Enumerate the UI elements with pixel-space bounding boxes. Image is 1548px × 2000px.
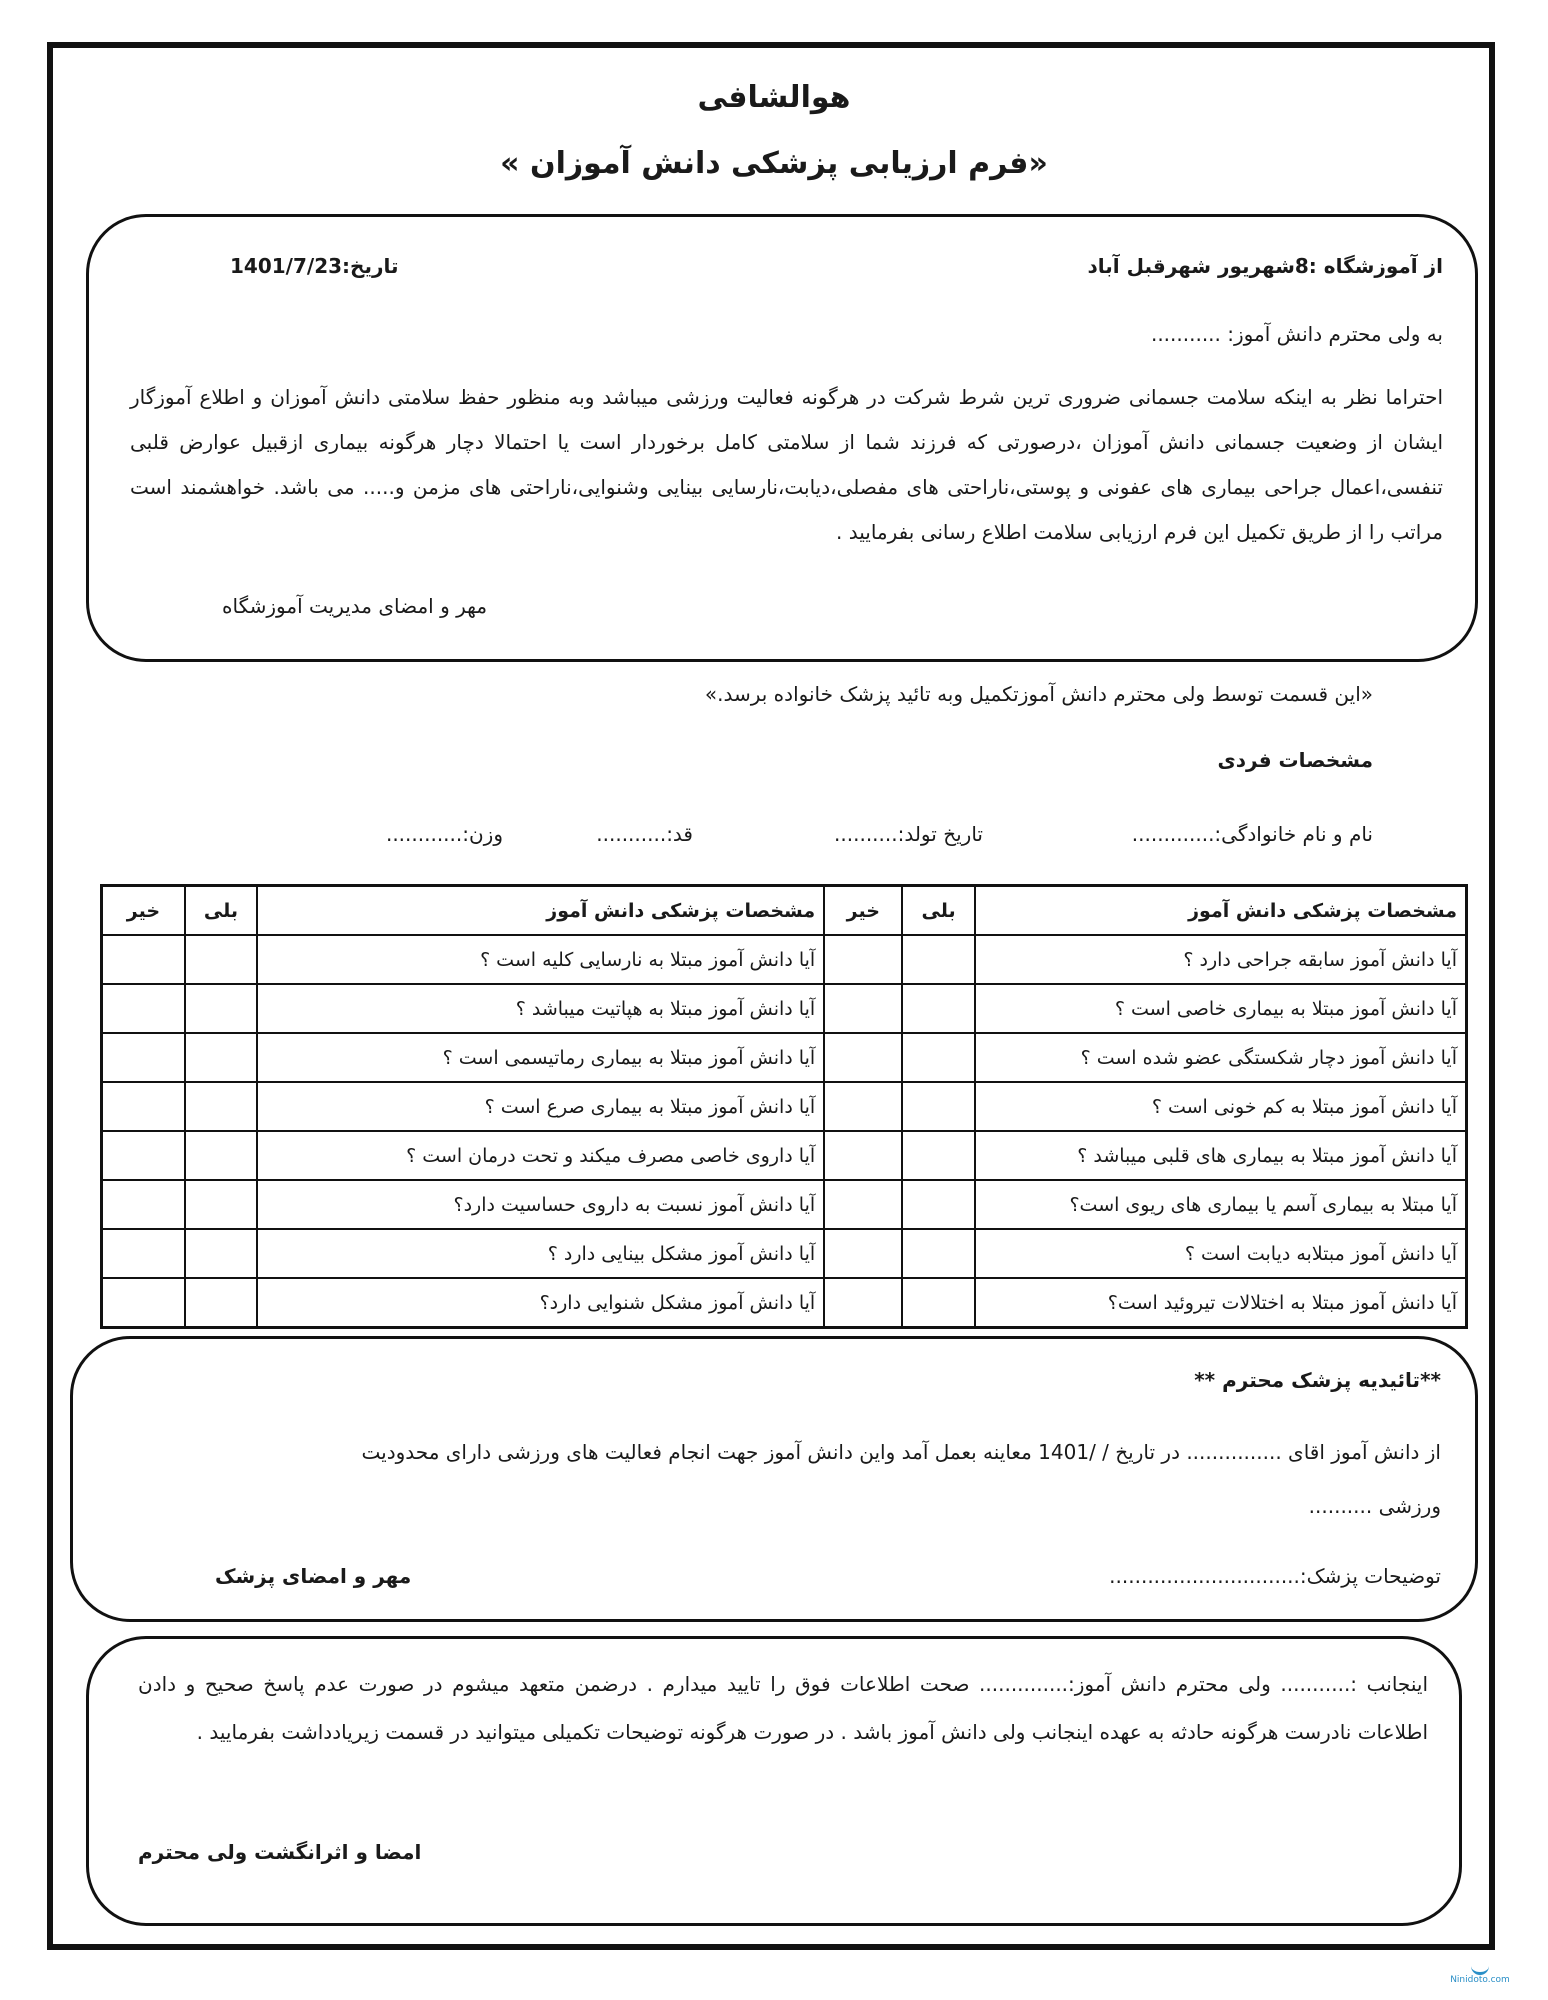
yes-checkbox-cell[interactable] <box>902 1131 974 1180</box>
column-header-medical: مشخصات پزشکی دانش آموز <box>975 886 1467 936</box>
letter-body: احتراما نظر به اینکه سلامت جسمانی ضروری ترین شرط شرکت در هرگونه فعالیت ورزشی میباشد وبه منظور حفظ سلامتی دانش آموزان و اطلاع آموزگار ایشان از وضعیت جسمانی دانش آموزان ،درصورتی که فرزند شما از سلامتی کامل برخوردار است یا احتمالا دچار هرگونه بیماری ازقبیل عوارض قلبی تنفسی،اعمال جراحی بیماری های عفونی و پوستی،ناراحتی های مفصلی،دیابت،نارسایی بینایی وشنوایی،ناراحتی های مزمن و..... می باشد. خواهشمند است مراتب را از طریق تکمیل این فرم ارزیابی سلامت اطلاع رسانی بفرمایید . <box>130 385 1443 544</box>
yes-checkbox-cell[interactable] <box>185 1033 257 1082</box>
question-cell: آیا دانش آموز مبتلابه دیابت است ؟ <box>975 1229 1467 1278</box>
question-cell: آیا دانش آموز مبتلا به بیماری خاصی است ؟ <box>975 984 1467 1033</box>
parent-greeting: به ولی محترم دانش آموز: ........... <box>1150 322 1443 346</box>
site-logo <box>1440 1960 1520 1996</box>
personal-info-title: مشخصات فردی <box>1217 748 1373 772</box>
yes-checkbox-cell[interactable] <box>185 984 257 1033</box>
no-checkbox-cell[interactable] <box>824 935 902 984</box>
table-header-row <box>102 886 1467 936</box>
question-cell: آیا دانش آموز سابقه جراحی دارد ؟ <box>975 935 1467 984</box>
yes-checkbox-cell[interactable] <box>902 984 974 1033</box>
sport-restriction-line: ورزشی .......... <box>1308 1494 1441 1518</box>
table-row <box>102 1082 1467 1131</box>
school-name: از آموزشگاه :8شهریور شهرقبل آباد <box>1087 254 1443 278</box>
question-cell: آیا دانش آموز مبتلا به اختلالات تیروئید است؟ <box>975 1278 1467 1328</box>
question-cell: آیا دانش آموز مبتلا به بیماری صرع است ؟ <box>257 1082 824 1131</box>
yes-checkbox-cell[interactable] <box>902 1033 974 1082</box>
no-checkbox-cell[interactable] <box>824 1033 902 1082</box>
yes-checkbox-cell[interactable] <box>185 935 257 984</box>
no-checkbox-cell[interactable] <box>102 1131 185 1180</box>
table-row <box>102 1229 1467 1278</box>
question-cell: آیا دانش آموز نسبت به داروی حساسیت دارد؟ <box>257 1180 824 1229</box>
form-title: «فرم ارزیابی پزشکی دانش آموزان » <box>500 146 1048 181</box>
full-name-field: نام و نام خانوادگی:............. <box>1131 822 1373 846</box>
no-checkbox-cell[interactable] <box>102 1229 185 1278</box>
question-cell: آیا دانش آموز مبتلا به بیماری رماتیسمی است ؟ <box>257 1033 824 1082</box>
question-cell: آیا دانش آموز مبتلا به هپاتیت میباشد ؟ <box>257 984 824 1033</box>
logo-mark-icon <box>1471 1960 1489 1975</box>
doctor-notes-field: توضیحات پزشک:.............................. <box>1109 1564 1441 1588</box>
school-stamp-label: مهر و امضای مدیریت آموزشگاه <box>222 594 488 618</box>
no-checkbox-cell[interactable] <box>824 1082 902 1131</box>
table-row <box>102 984 1467 1033</box>
yes-checkbox-cell[interactable] <box>902 1229 974 1278</box>
question-cell: آیا دانش آموز مبتلا به بیماری های قلبی میباشد ؟ <box>975 1131 1467 1180</box>
yes-checkbox-cell[interactable] <box>902 935 974 984</box>
yes-checkbox-cell[interactable] <box>185 1180 257 1229</box>
parent-instruction-note: «این قسمت توسط ولی محترم دانش آموزتکمیل وبه تائید پزشک خانواده برسد.» <box>704 682 1373 706</box>
doctor-approval-title: **تائیدیه پزشک محترم ** <box>1194 1368 1441 1392</box>
table-row <box>102 1278 1467 1328</box>
table-row <box>102 1131 1467 1180</box>
yes-checkbox-cell[interactable] <box>902 1278 974 1328</box>
no-checkbox-cell[interactable] <box>824 1180 902 1229</box>
column-header-no: خیر <box>824 886 902 936</box>
yes-checkbox-cell[interactable] <box>902 1082 974 1131</box>
doctor-exam-line: از دانش آموز اقای ............... در تاریخ / /1401 معاینه بعمل آمد واین دانش آموز جهت انجام فعالیت های ورزشی دارای محدودیت <box>361 1440 1441 1464</box>
no-checkbox-cell[interactable] <box>102 984 185 1033</box>
doctor-stamp-label: مهر و امضای پزشک <box>215 1564 412 1588</box>
no-checkbox-cell[interactable] <box>824 984 902 1033</box>
question-cell: آیا دانش آموز مشکل شنوایی دارد؟ <box>257 1278 824 1328</box>
no-checkbox-cell[interactable] <box>824 1131 902 1180</box>
question-cell: آیا دانش آموز دچار شکستگی عضو شده است ؟ <box>975 1033 1467 1082</box>
column-header-no: خیر <box>102 886 185 936</box>
table-row <box>102 1180 1467 1229</box>
height-field: قد:........... <box>596 822 693 846</box>
parent-declaration-text: اینجانب :........... ولی محترم دانش آموز:.............. صحت اطلاعات فوق را تایید میدارم . درضمن متعهد میشوم در صورت عدم پاسخ صحیح و دادن اطلاعات نادرست هرگونه حادثه به عهده اینجانب ولی دانش آموز باشد . در صورت هرگونه توضیحات تکمیلی میتوانید در قسمت زیریادداشت بفرمایید . <box>138 1672 1428 1744</box>
yes-checkbox-cell[interactable] <box>185 1278 257 1328</box>
logo-text: Ninidoto.com <box>1450 1975 1510 1985</box>
question-cell: آیا دانش آموز مشکل بینایی دارد ؟ <box>257 1229 824 1278</box>
weight-field: وزن:............ <box>385 822 503 846</box>
question-cell: آیا داروی خاصی مصرف میکند و تحت درمان است ؟ <box>257 1131 824 1180</box>
column-header-yes: بلی <box>185 886 257 936</box>
column-header-medical: مشخصات پزشکی دانش آموز <box>257 886 824 936</box>
yes-checkbox-cell[interactable] <box>185 1229 257 1278</box>
no-checkbox-cell[interactable] <box>102 1082 185 1131</box>
no-checkbox-cell[interactable] <box>824 1229 902 1278</box>
no-checkbox-cell[interactable] <box>102 1180 185 1229</box>
question-cell: آیا دانش آموز مبتلا به نارسایی کلیه است ؟ <box>257 935 824 984</box>
form-heading: هوالشافی <box>697 80 851 115</box>
yes-checkbox-cell[interactable] <box>185 1082 257 1131</box>
letter-date: تاریخ:1401/7/23 <box>230 254 399 278</box>
medical-questions-table <box>100 884 1468 1329</box>
no-checkbox-cell[interactable] <box>102 1278 185 1328</box>
question-cell: آیا مبتلا به بیماری آسم یا بیماری های ریوی است؟ <box>975 1180 1467 1229</box>
yes-checkbox-cell[interactable] <box>902 1180 974 1229</box>
no-checkbox-cell[interactable] <box>102 935 185 984</box>
column-header-yes: بلی <box>902 886 974 936</box>
yes-checkbox-cell[interactable] <box>185 1131 257 1180</box>
birth-date-field: تاریخ تولد:.......... <box>834 822 983 846</box>
no-checkbox-cell[interactable] <box>824 1278 902 1328</box>
parent-signature-label: امضا و اثرانگشت ولی محترم <box>138 1840 422 1864</box>
table-row <box>102 935 1467 984</box>
table-row <box>102 1033 1467 1082</box>
no-checkbox-cell[interactable] <box>102 1033 185 1082</box>
question-cell: آیا دانش آموز مبتلا به کم خونی است ؟ <box>975 1082 1467 1131</box>
